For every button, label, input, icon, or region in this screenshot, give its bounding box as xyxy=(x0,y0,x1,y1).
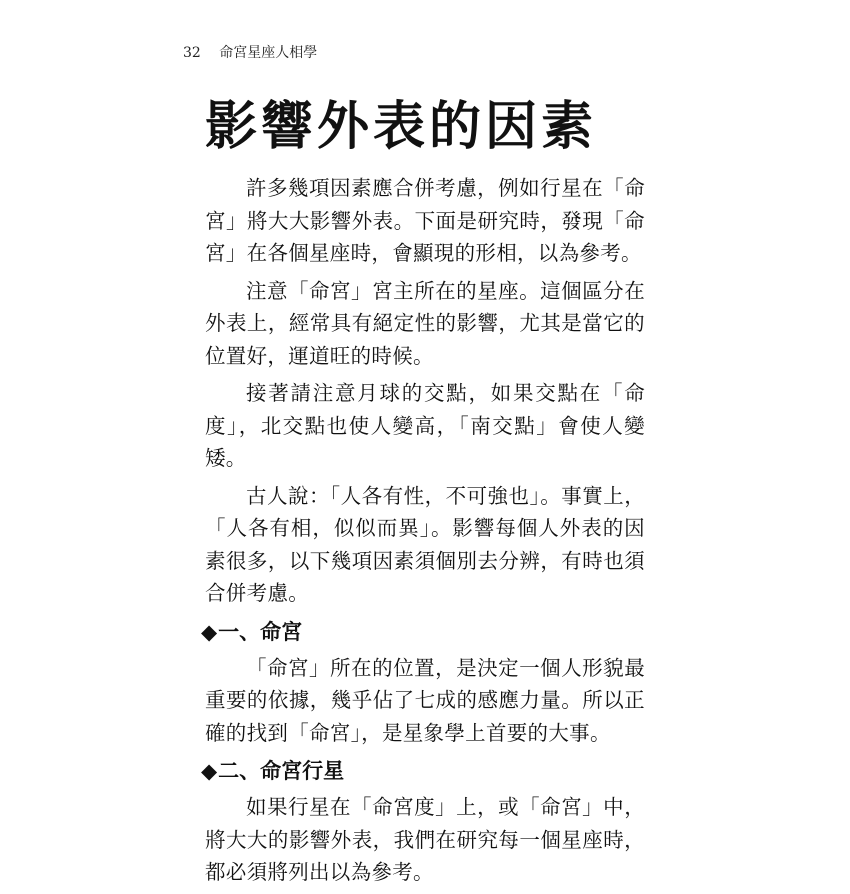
diamond-bullet-icon: ◆ xyxy=(201,619,218,644)
page-number: 32 xyxy=(183,45,201,61)
section-paragraph: 「命宮」所在的位置，是決定一個人形貌最重要的依據，幾乎佔了七成的感應力量。所以正確的找到「命宮」，是星象學上首要的大事。 xyxy=(205,655,645,745)
intro-paragraph: 注意「命宮」宮主所在的星座。這個區分在外表上，經常具有絕定性的影響，尤其是當它的位置好，運道旺的時候。 xyxy=(205,278,645,368)
diamond-bullet-icon: ◆ xyxy=(201,759,218,783)
book-title: 命宮星座人相學 xyxy=(219,45,318,61)
section-paragraph: 如果行星在「命宮度」上，或「命宮」中，將大大的影響外表，我們在研究每一個星座時，都必須將列出以為參考。 xyxy=(205,795,645,884)
running-header xyxy=(183,44,317,62)
section-heading-text: 一、命宮 xyxy=(218,619,303,644)
section-heading-ming-gong-planets xyxy=(201,754,645,788)
section-heading-ming-gong xyxy=(201,615,645,649)
intro-paragraph: 古人說：「人各有性，不可強也」。事實上，「人各有相，似似而異」。影響每個人外表的因素很多，以下幾項因素須個別去分辨，有時也須合併考慮。 xyxy=(205,483,645,605)
intro-paragraph: 接著請注意月球的交點，如果交點在「命度」，北交點也使人變高，「南交點」會使人變矮。 xyxy=(205,381,645,470)
section-heading-text: 二、命宮行星 xyxy=(218,759,345,783)
page-body xyxy=(201,172,645,894)
intro-paragraph: 許多幾項因素應合併考慮，例如行星在「命宮」將大大影響外表。下面是研究時，發現「命宮」在各個星座時，會顯現的形相，以為參考。 xyxy=(205,176,645,265)
chapter-title: 影響外表的因素 xyxy=(205,97,598,157)
